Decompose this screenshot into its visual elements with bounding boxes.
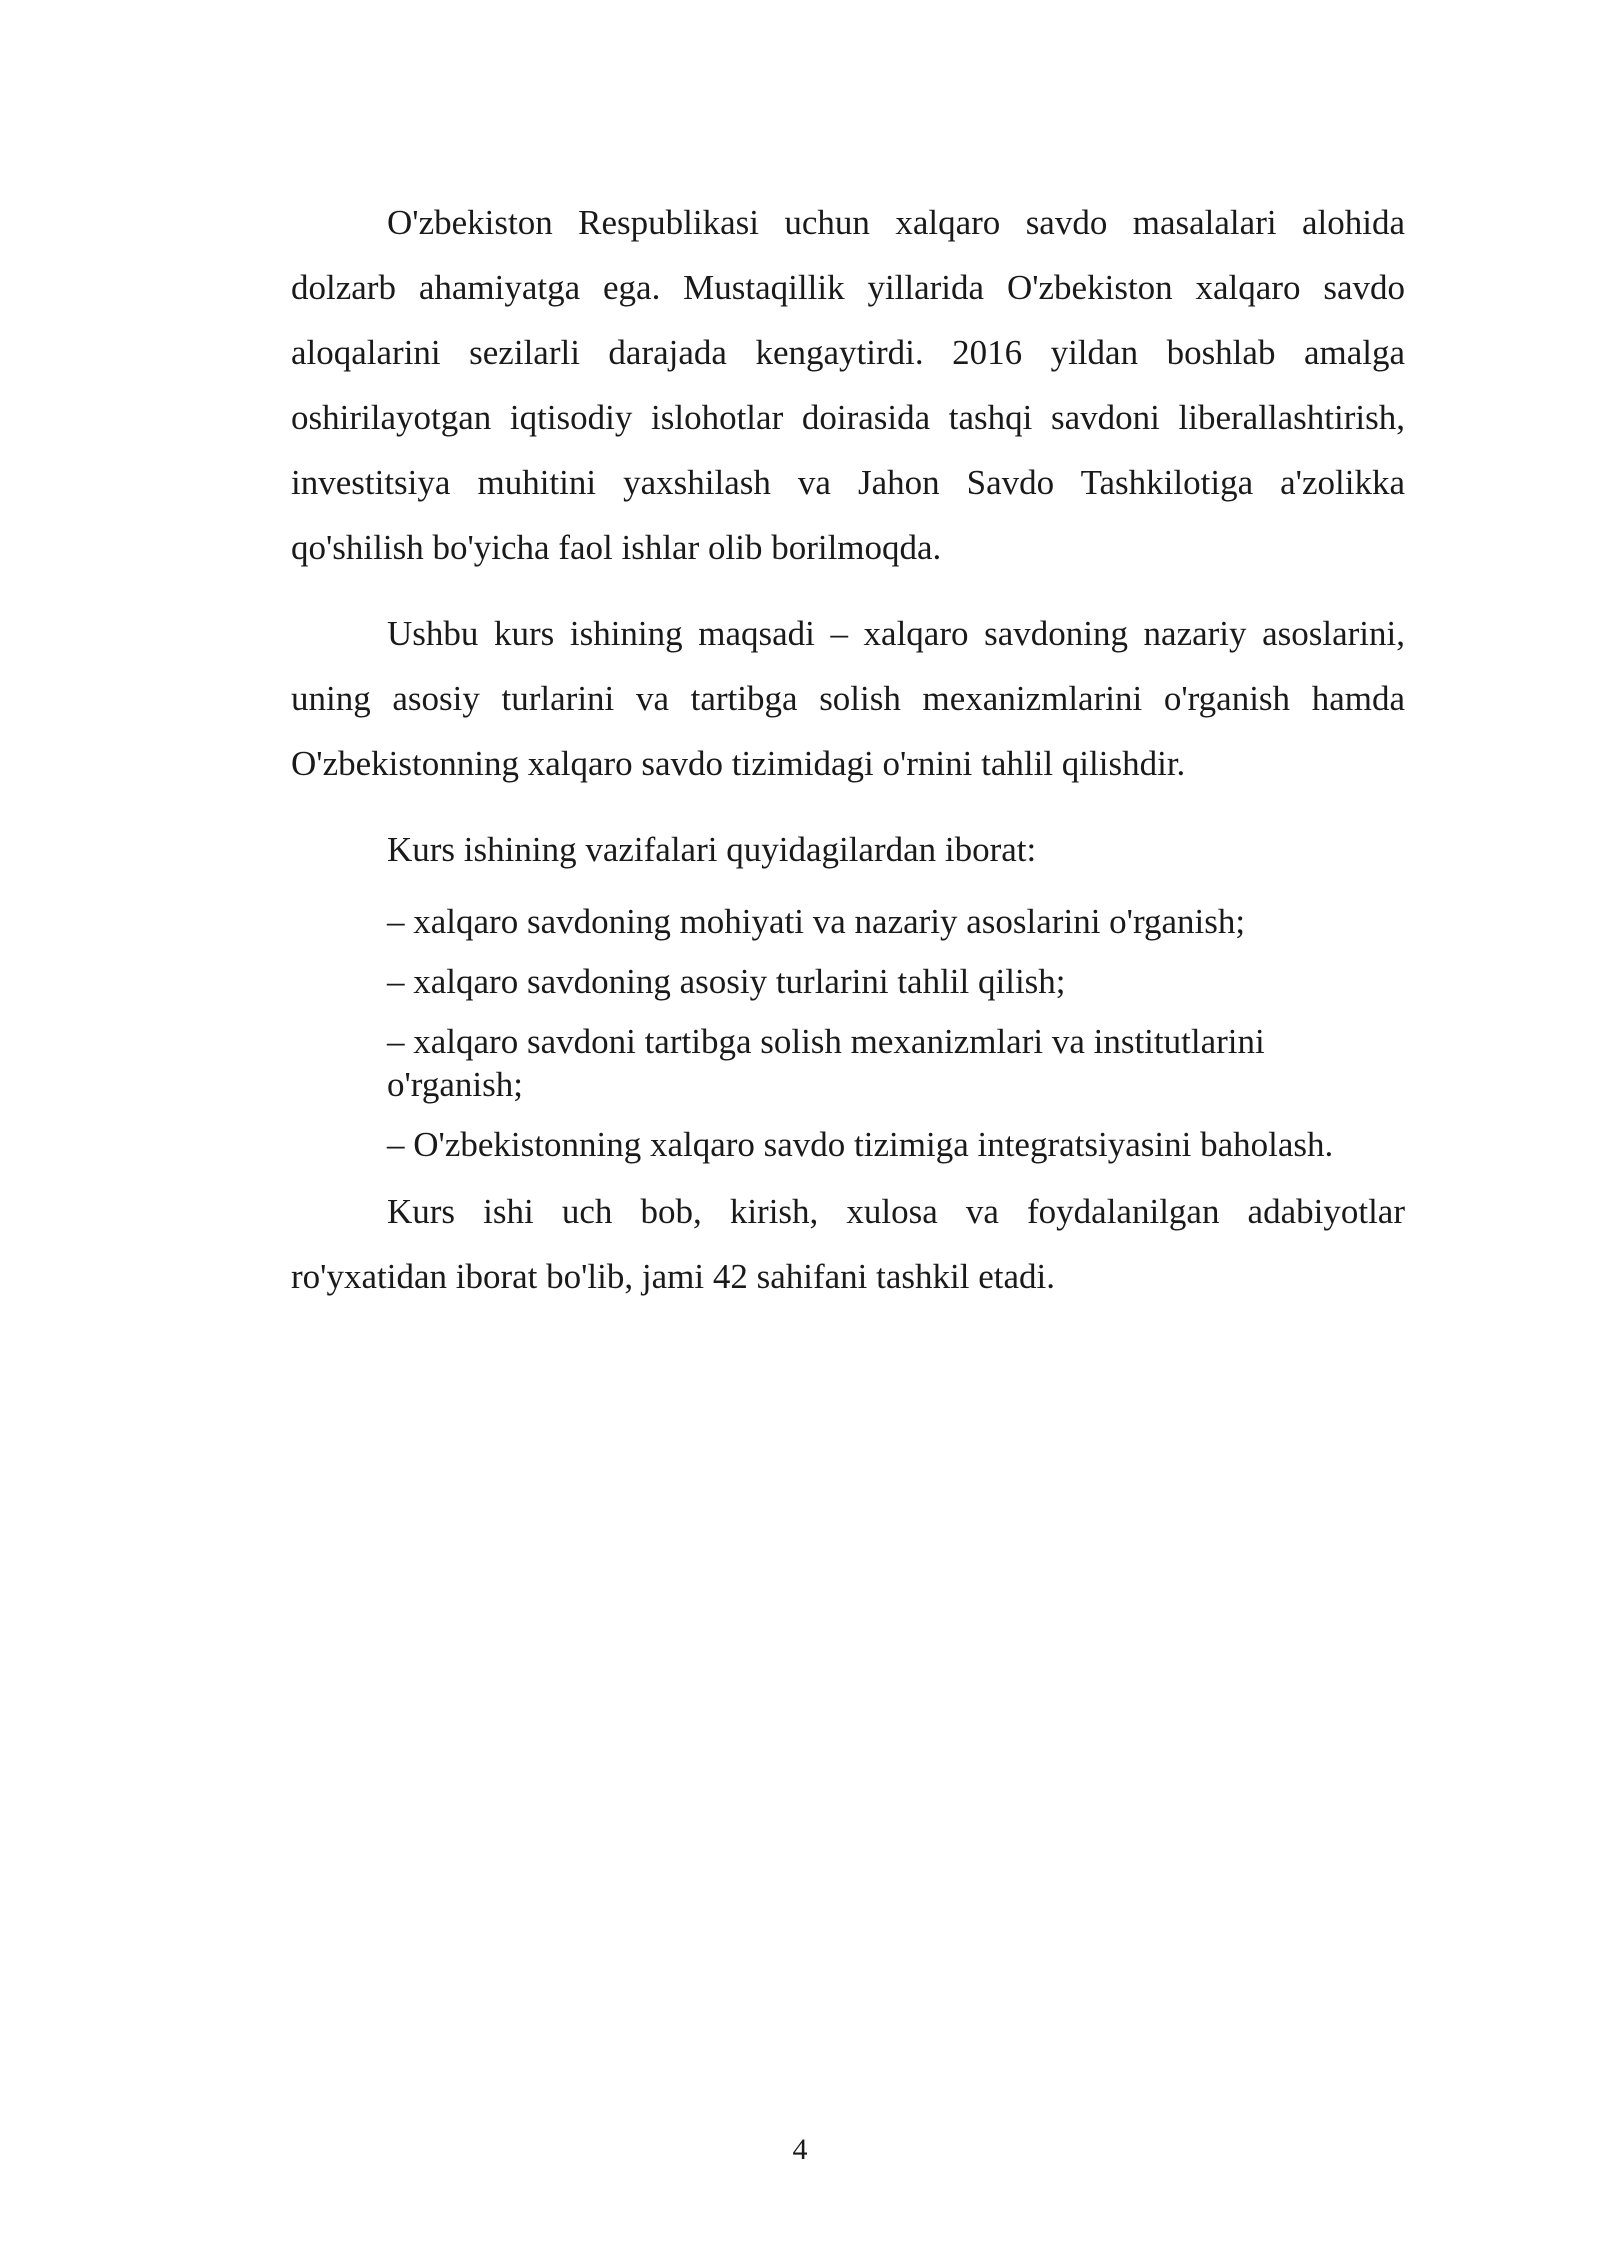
document-body xyxy=(291,190,1405,1330)
page-number: 4 xyxy=(792,2133,808,2166)
structure-paragraph: Kurs ishi uch bob, kirish, xulosa va foydalanilgan adabiyotlar ro'yxatidan iborat bo'lib, jami 42 sahifani tashkil etadi. xyxy=(291,1192,1405,1296)
intro-paragraph: O'zbekiston Respublikasi uchun xalqaro savdo masalalari alohida dolzarb ahamiyatga ega. Mustaqillik yillarida O'zbekiston xalqaro savdo aloqalarini sezilarli darajada kengaytirdi. 2016 yildan boshlab amalga oshirilayotgan iqtisodiy islohotlar doirasida tashqi savdoni liberallashtirish, investitsiya muhitini yaxshilash va Jahon Savdo Tashkilotiga a'zolikka qo'shilish bo'yicha faol ishlar olib borilmoqda. xyxy=(291,203,1405,567)
list-item: – O'zbekistonning xalqaro savdo tizimiga integratsiyasini baholash. xyxy=(387,1125,1334,1164)
purpose-paragraph: Ushbu kurs ishining maqsadi – xalqaro savdoning nazariy asoslarini, uning asosiy turlarini va tartibga solish mexanizmlarini o'rganish hamda O'zbekistonning xalqaro savdo tizimidagi o'rnini tahlil qilishdir. xyxy=(291,614,1405,783)
list-item: – xalqaro savdoning asosiy turlarini tahlil qilish; xyxy=(387,962,1066,1001)
list-item: – xalqaro savdoning mohiyati va nazariy asoslarini o'rganish; xyxy=(387,902,1246,941)
list-item: – xalqaro savdoni tartibga solish mexanizmlari va institutlarini o'rganish; xyxy=(387,1022,1265,1104)
task-list xyxy=(291,900,1405,1166)
tasks-heading-paragraph: Kurs ishining vazifalari quyidagilardan iborat: xyxy=(387,830,1037,869)
